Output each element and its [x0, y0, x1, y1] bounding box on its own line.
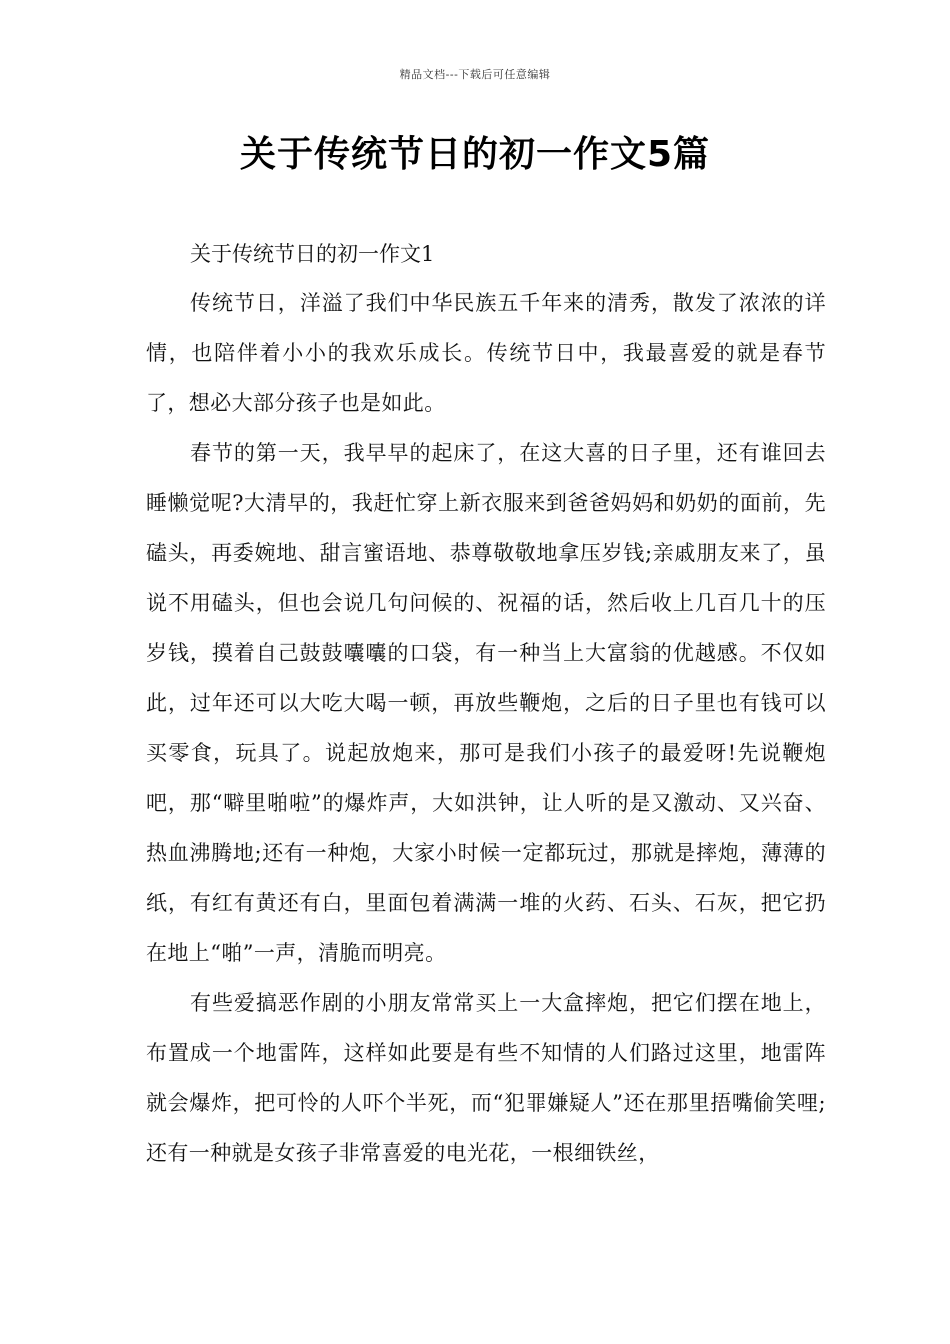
document-title: 关于传统节日的初一作文5篇 — [239, 134, 711, 175]
paragraph-2: 春节的第一天，我早早的起床了，在这大喜的日子里，还有谁回去睡懒觉呢?大清早的，我赶忙穿上新衣服来到爸爸妈妈和奶奶的面前，先磕头，再委婉地、甜言蜜语地、恭尊敬敬地拿压岁钱;亲戚朋友来了，虽说不用磕头，但也会说几句问候的、祝福的话，然后收上几百几十的压岁钱，摸着自己鼓鼓囔囔的口袋，有一种当上大富翁的优越感。不仅如此，过年还可以大吃大喝一顿，再放些鞭炮，之后的日子里也有钱可以买零食，玩具了。说起放炮来，那可是我们小孩子的最爱呀!先说鞭炮吧，那“噼里啪啦”的爆炸声，大如洪钟，让人听的是又激动、又兴奋、热血沸腾地;还有一种炮，大家小时候一定都玩过，那就是摔炮，薄薄的纸，有红有黄还有白，里面包着满满一堆的火药、石头、石灰，把它扔在地上“啪”一声，清脆而明亮。 — [146, 441, 826, 965]
paragraph-3: 有些爱搞恶作剧的小朋友常常买上一大盒摔炮，把它们摆在地上，布置成一个地雷阵，这样如此要是有些不知情的人们路过这里，地雷阵就会爆炸，把可怜的人吓个半死，而“犯罪嫌疑人”还在那里捂嘴偷笑哩;还有一种就是女孩子非常喜爱的电光花，一根细铁丝， — [146, 991, 826, 1165]
header-note: 精品文档---下载后可任意编辑 — [399, 68, 551, 81]
section-heading: 关于传统节日的初一作文1 — [190, 242, 435, 266]
document-body — [146, 230, 826, 1178]
paragraph-1: 传统节日，洋溢了我们中华民族五千年来的清秀，散发了浓浓的详情，也陪伴着小小的我欢乐成长。传统节日中，我最喜爱的就是春节了，想必大部分孩子也是如此。 — [146, 291, 826, 415]
